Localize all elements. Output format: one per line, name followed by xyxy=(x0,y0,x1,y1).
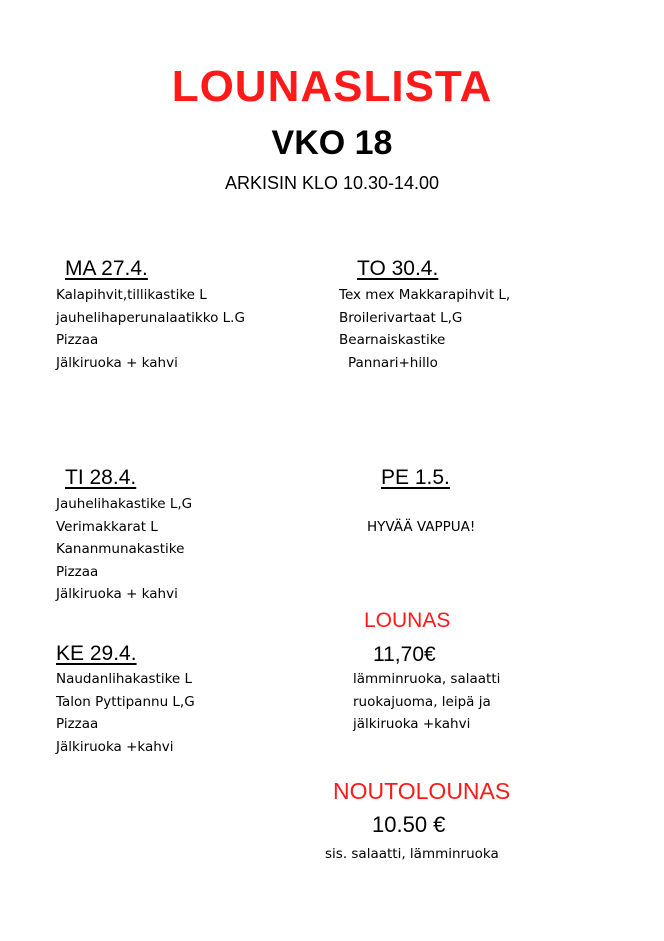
list-item: Pizzaa xyxy=(56,332,99,348)
list-item: Pizzaa xyxy=(56,563,99,580)
list-item: jälkiruoka +kahvi xyxy=(353,716,471,732)
list-item: Pannari+hillo xyxy=(348,354,438,371)
day-heading-tuesday: TI 28.4. xyxy=(65,466,137,489)
list-item: Kalapihvit,tillikastike L xyxy=(56,287,207,303)
list-item: Bearnaiskastike xyxy=(339,332,446,348)
list-item: Jälkiruoka + kahvi xyxy=(56,354,178,371)
menu-list-monday xyxy=(56,284,245,374)
list-item: Talon Pyttipannu L,G xyxy=(56,693,195,710)
day-heading-monday: MA 27.4. xyxy=(65,257,148,280)
menu-list-tuesday xyxy=(56,493,192,606)
list-item: Jälkiruoka +kahvi xyxy=(56,738,174,755)
friday-note: HYVÄÄ VAPPUA! xyxy=(367,519,476,535)
lounas-heading: LOUNAS xyxy=(364,609,451,632)
list-item: Kananmunakastike xyxy=(56,541,185,557)
list-item: Verimakkarat L xyxy=(56,518,158,535)
menu-list-wednesday xyxy=(56,668,195,758)
lounas-includes xyxy=(353,668,500,736)
noutolounas-includes: sis. salaatti, lämminruoka xyxy=(325,846,499,862)
list-item: lämminruoka, salaatti xyxy=(353,671,501,687)
list-item: Jälkiruoka + kahvi xyxy=(56,586,178,602)
list-item: Tex mex Makkarapihvit L, xyxy=(339,287,511,303)
list-item: jauhelihaperunalaatikko L.G xyxy=(56,309,245,326)
day-heading-thursday: TO 30.4. xyxy=(357,257,439,280)
list-item: Jauhelihakastike L,G xyxy=(56,496,193,512)
noutolounas-price: 10.50 € xyxy=(372,812,446,837)
list-item: ruokajuoma, leipä ja xyxy=(353,693,491,710)
day-heading-wednesday: KE 29.4. xyxy=(56,642,137,665)
list-item: Pizzaa xyxy=(56,716,99,732)
list-item: Naudanlihakastike L xyxy=(56,671,193,687)
menu-list-thursday xyxy=(339,284,510,374)
lounas-price: 11,70€ xyxy=(373,643,436,666)
opening-hours: ARKISIN KLO 10.30-14.00 xyxy=(224,173,440,193)
day-heading-friday: PE 1.5. xyxy=(381,466,450,489)
page-title: LOUNASLISTA xyxy=(171,62,493,111)
week-number: VKO 18 xyxy=(271,124,393,162)
list-item: Broilerivartaat L,G xyxy=(339,309,463,326)
noutolounas-heading: NOUTOLOUNAS xyxy=(333,778,511,804)
